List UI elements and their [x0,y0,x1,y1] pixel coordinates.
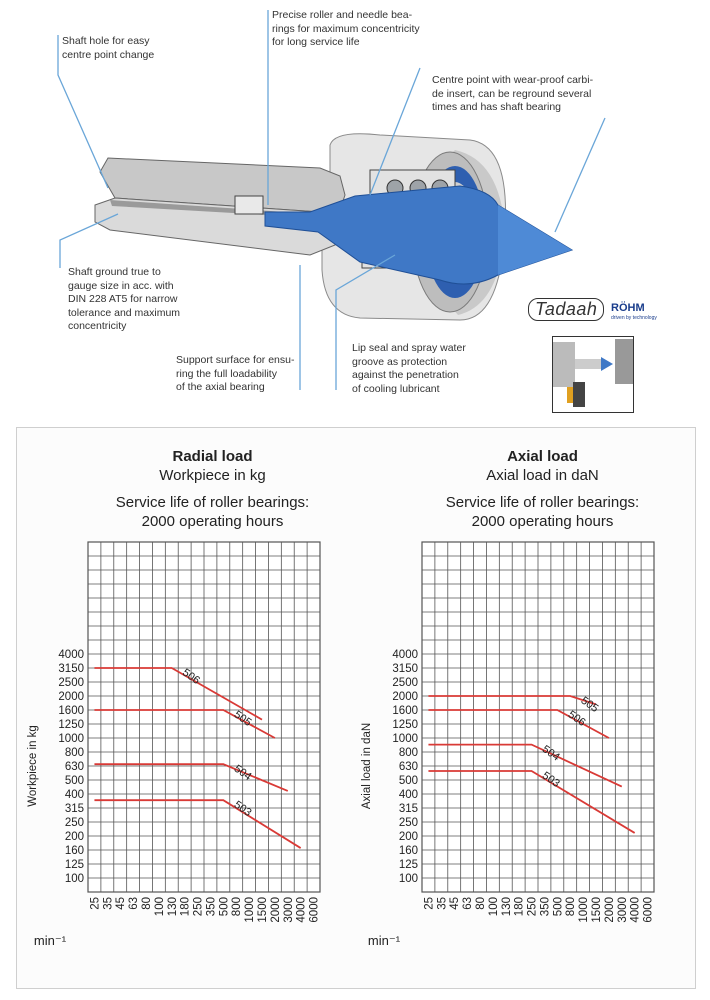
x-tick-label: 80 [475,897,487,910]
y-tick-label: 800 [64,747,84,759]
radial-load-chart [16,530,336,985]
y-tick-label: 2000 [58,691,84,703]
x-tick-label: 1000 [578,897,591,923]
lathe-icon [553,337,633,412]
x-tick-label: 500 [218,897,231,917]
y-tick-label: 1600 [392,705,418,717]
callout-support-surface: Support surface for ensu- ring the full loadability of the axial bearing [176,354,295,393]
series-label-506: 506 [180,666,202,687]
x-tick-label: 180 [179,897,192,917]
y-tick-label: 1600 [58,705,84,717]
y-tick-label: 125 [398,859,418,871]
y-tick-label: 400 [64,789,84,801]
axial-load-chart [350,530,670,985]
y-tick-label: 1000 [58,733,84,745]
series-label-503: 503 [539,769,562,790]
y-tick-label: 400 [398,789,418,801]
y-tick-label: 2500 [392,677,418,689]
chart-axial-heading [420,447,665,531]
chart-axial-title: Axial load [507,448,578,465]
x-tick-label: 2000 [269,897,282,923]
series-label-504: 504 [231,762,254,784]
chart-axial-note: Service life of roller bearings: 2000 operating hours [445,494,640,530]
y-tick-label: 2000 [392,691,418,703]
chart-radial-heading [90,447,335,531]
x-tick-label: 4000 [295,897,308,923]
y-tick-label: 160 [64,845,84,857]
x-tick-label: 35 [436,897,449,910]
y-tick-label: 3150 [58,663,84,675]
x-tick-label: 4000 [629,897,642,923]
y-axis-label: Axial load in daN [361,722,373,810]
y-tick-label: 1250 [392,719,418,731]
y-tick-label: 160 [398,845,418,857]
callout-centre-point: Centre point with wear-proof carbi- de insert, can be reground several times and has shaft bearing [432,74,594,113]
x-tick-label: 45 [449,897,462,910]
x-tick-label: 350 [205,897,218,917]
callout-shaft-hole: Shaft hole for easy centre point change [62,35,155,61]
x-tick-label: 63 [462,897,475,910]
x-tick-label: 800 [231,897,244,917]
y-tick-label: 630 [398,761,418,773]
x-axis-label: min⁻¹ [367,933,401,948]
y-tick-label: 125 [64,859,84,871]
y-tick-label: 4000 [58,649,84,661]
y-tick-label: 500 [398,775,418,787]
chart-grid [422,542,654,892]
x-tick-label: 35 [102,897,115,910]
chart-radial-subtitle: Workpiece in kg [159,467,266,484]
x-tick-label: 6000 [642,897,655,923]
y-tick-label: 2500 [58,677,84,689]
x-tick-label: 25 [89,897,102,910]
y-tick-label: 3150 [392,663,418,675]
x-tick-label: 63 [128,897,141,910]
shaft [95,158,345,255]
x-tick-label: 130 [500,897,513,917]
x-tick-label: 100 [487,897,500,917]
x-tick-label: 250 [526,897,539,917]
chart-radial-title: Radial load [172,448,253,465]
y-tick-label: 100 [64,873,84,885]
x-tick-label: 3000 [282,897,295,923]
x-tick-label: 350 [539,897,552,917]
y-tick-label: 500 [64,775,84,787]
callout-lip-seal: Lip seal and spray water groove as protection against the penetration of cooling lubricant [352,342,466,395]
y-tick-label: 315 [398,803,418,815]
x-tick-label: 180 [513,897,526,917]
y-tick-label: 800 [398,747,418,759]
machine-thumbnail [552,336,634,413]
rohm-logo: RÖHM [611,302,645,314]
x-tick-label: 500 [552,897,565,917]
y-tick-label: 4000 [392,649,418,661]
x-tick-label: 1500 [257,897,269,923]
y-tick-label: 315 [64,803,84,815]
callout-shaft-ground: Shaft ground true to gauge size in acc. with DIN 228 AT5 for narrow tolerance and maximum concentricity [68,266,181,332]
x-tick-label: 130 [166,897,179,917]
x-tick-label: 2000 [603,897,616,923]
x-tick-label: 3000 [616,897,629,923]
x-tick-label: 6000 [308,897,321,923]
tadaah-logo: Tadaah [528,298,604,321]
y-tick-label: 200 [398,831,418,843]
rohm-tagline: driven by technology [611,315,657,321]
y-tick-label: 1250 [58,719,84,731]
x-tick-label: 1000 [244,897,257,923]
x-tick-label: 800 [565,897,578,917]
callout-precise-roller: Precise roller and needle bea- rings for maximum concentricity for long service life [272,9,420,48]
chart-axial-subtitle: Axial load in daN [486,467,599,484]
series-label-504: 504 [539,743,562,764]
x-tick-label: 25 [423,897,436,910]
x-tick-label: 80 [141,897,153,910]
series-label-505: 505 [578,694,601,715]
y-tick-label: 630 [64,761,84,773]
y-tick-label: 200 [64,831,84,843]
x-tick-label: 1500 [591,897,603,923]
x-tick-label: 45 [115,897,128,910]
series-label-503: 503 [231,798,254,820]
y-tick-label: 1000 [392,733,418,745]
y-tick-label: 250 [64,817,84,829]
series-label-506: 506 [565,708,588,729]
y-axis-label: Workpiece in kg [27,725,39,807]
x-tick-label: 100 [153,897,166,917]
x-axis-label: min⁻¹ [33,933,67,948]
x-tick-label: 250 [192,897,205,917]
chart-radial-note: Service life of roller bearings: 2000 operating hours [115,494,310,530]
y-tick-label: 250 [398,817,418,829]
y-tick-label: 100 [398,873,418,885]
series-label-505: 505 [231,708,254,729]
